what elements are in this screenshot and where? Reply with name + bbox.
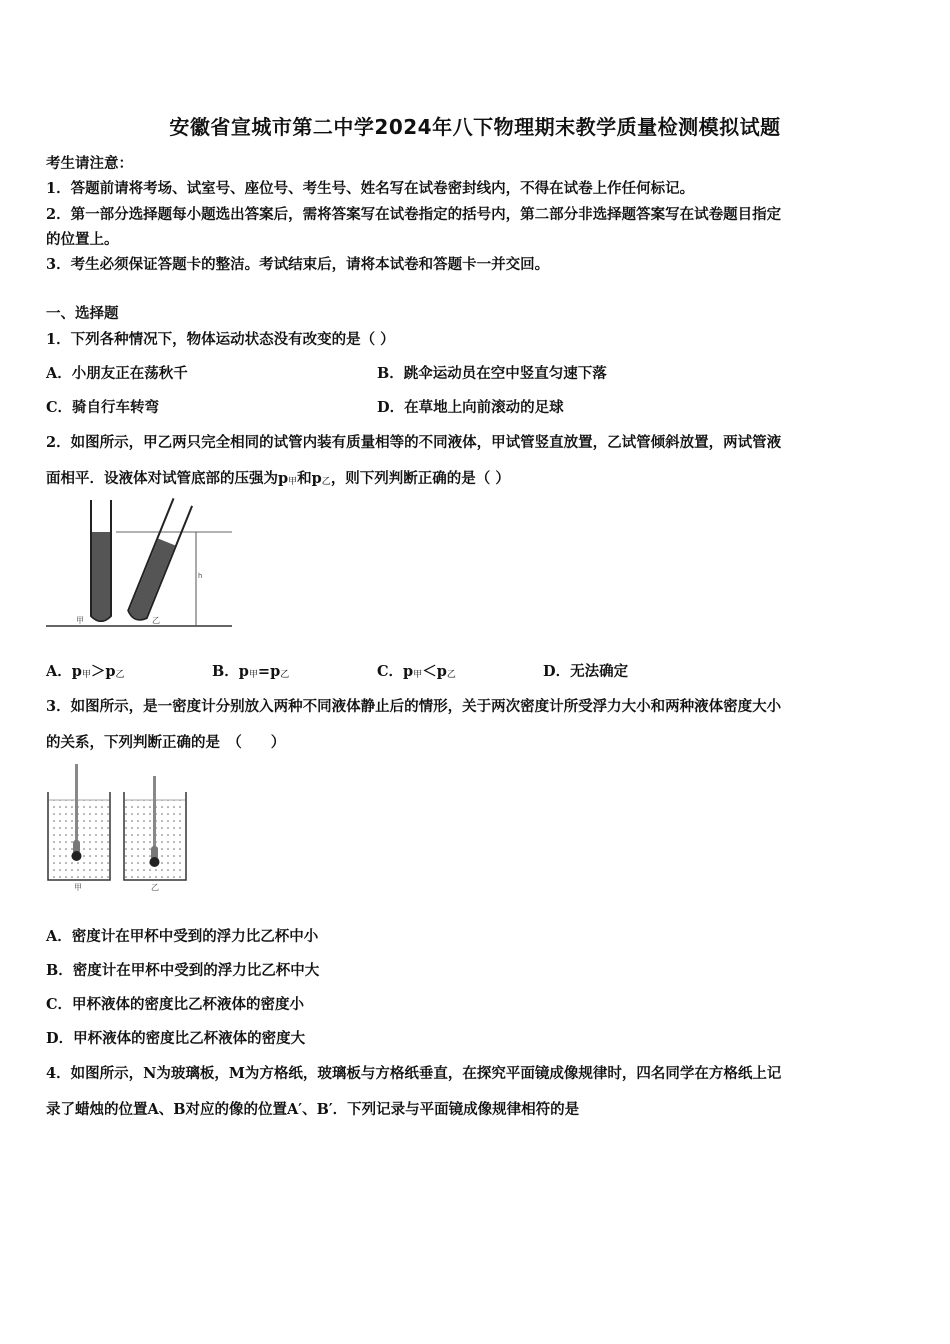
beaker-jia bbox=[48, 764, 110, 880]
label-yi: 乙 bbox=[152, 616, 160, 625]
q3-option-d[interactable]: D．甲杯液体的密度比乙杯液体的密度大 bbox=[46, 1030, 306, 1047]
notice-item-1: 1．答题前请将考场、试室号、座位号、考生号、姓名写在试卷密封线内，不得在试卷上作任何标记。 bbox=[46, 180, 695, 197]
height-label: h bbox=[198, 572, 203, 580]
notice-item-2: 2．第一部分选择题每小题选出答案后，需将答案写在试卷指定的括号内，第二部分非选择题答案写在试卷题目指定 bbox=[46, 206, 782, 223]
q2-stem-line1: 2．如图所示，甲乙两只完全相同的试管内装有质量相等的不同液体，甲试管竖直放置，乙试管倾斜放置，两试管液 bbox=[46, 434, 782, 451]
label-jia: 甲 bbox=[76, 616, 84, 625]
notice-item-2-cont: 的位置上。 bbox=[46, 231, 119, 248]
q1-option-a[interactable]: A．小朋友正在荡秋千 bbox=[46, 365, 188, 382]
q2-option-c[interactable]: C．p甲＜p乙 bbox=[377, 663, 456, 680]
q1-stem: 1．下列各种情况下，物体运动状态没有改变的是（ ） bbox=[46, 331, 395, 348]
liquid-jia bbox=[92, 532, 110, 621]
q3-hydrometer-figure bbox=[46, 762, 191, 896]
q1-option-d[interactable]: D．在草地上向前滚动的足球 bbox=[377, 399, 564, 416]
label-yi: 乙 bbox=[151, 883, 159, 892]
q3-stem-line1: 3．如图所示，是一密度计分别放入两种不同液体静止后的情形，关于两次密度计所受浮力大小和两种液体密度大小 bbox=[46, 698, 782, 715]
q3-option-c[interactable]: C．甲杯液体的密度比乙杯液体的密度小 bbox=[46, 996, 305, 1013]
q1-option-b[interactable]: B．跳伞运动员在空中竖直匀速下落 bbox=[377, 365, 607, 382]
q2-option-a[interactable]: A．p甲＞p乙 bbox=[46, 663, 125, 680]
q3-option-a[interactable]: A．密度计在甲杯中受到的浮力比乙杯中小 bbox=[46, 928, 319, 945]
q2-option-d[interactable]: D．无法确定 bbox=[543, 663, 629, 680]
q3-stem-line2: 的关系，下列判断正确的是 （ ） bbox=[46, 734, 286, 751]
q3-option-b[interactable]: B．密度计在甲杯中受到的浮力比乙杯中大 bbox=[46, 962, 320, 979]
q4-stem-line2: 录了蜡烛的位置A、B对应的像的位置A′、B′．下列记录与平面镜成像规律相符的是 bbox=[46, 1101, 580, 1118]
page-title: 安徽省宣城市第二中学2024年八下物理期末教学质量检测模拟试题 bbox=[169, 115, 781, 139]
notice-item-3: 3．考生必须保证答题卡的整洁。考试结束后，请将本试卷和答题卡一并交回。 bbox=[46, 256, 550, 273]
tube-yi bbox=[126, 498, 192, 622]
beaker-yi bbox=[124, 776, 186, 880]
q2-stem-line2: 面相平．设液体对试管底部的压强为p甲和p乙，则下列判断正确的是（ ） bbox=[46, 470, 510, 487]
section-heading: 一、选择题 bbox=[46, 305, 119, 322]
q2-option-b[interactable]: B．p甲=p乙 bbox=[212, 663, 290, 680]
q4-stem-line1: 4．如图所示，N为玻璃板，M为方格纸，玻璃板与方格纸垂直，在探究平面镜成像规律时，四名同学在方格纸上记 bbox=[46, 1065, 782, 1082]
q1-option-c[interactable]: C．骑自行车转弯 bbox=[46, 399, 160, 416]
notice-header: 考生请注意： bbox=[46, 155, 133, 172]
q2-test-tubes-figure bbox=[46, 498, 236, 636]
label-jia: 甲 bbox=[74, 883, 82, 892]
